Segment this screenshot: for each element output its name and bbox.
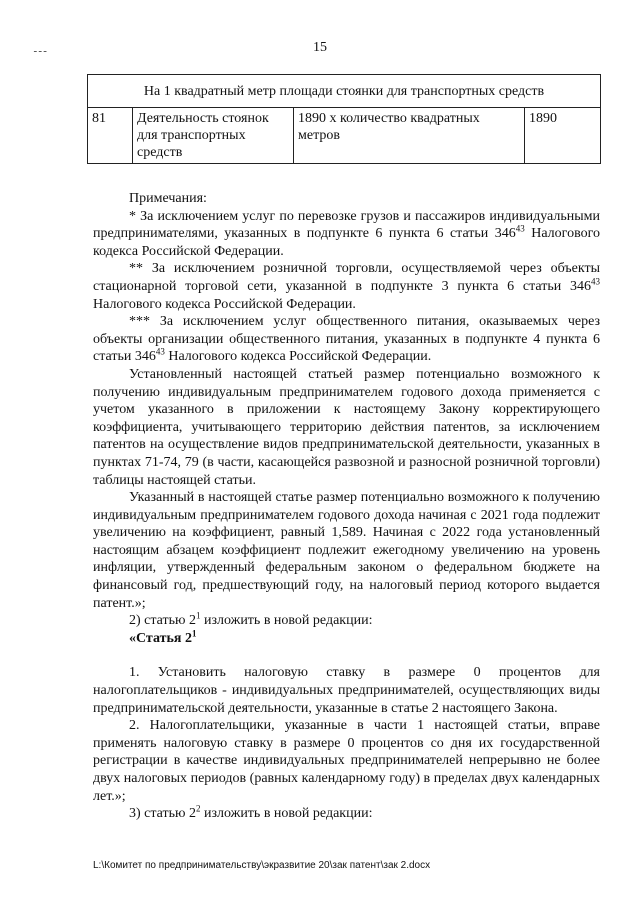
table-header-cell: На 1 квадратный метр площади стоянки для транспортных средств — [88, 75, 601, 108]
table-row — [88, 108, 601, 164]
amendment-3-tail: изложить в новой редакции: — [200, 806, 373, 822]
note-2-tail: Налогового кодекса Российской Федерации. — [93, 296, 356, 312]
amendment-3-text: 3) статью 2 — [129, 806, 196, 822]
spacer — [93, 647, 600, 664]
article-title-sup: 1 — [191, 628, 197, 639]
article-title — [93, 630, 600, 648]
article-title-text: «Статья 2 — [129, 630, 192, 646]
note-1-tail: Налогового кодекса Российской Федерации. — [93, 226, 600, 259]
amendment-2-sup: 1 — [195, 610, 201, 621]
amendment-3-sup: 2 — [195, 803, 201, 814]
activity-cell: Деятельность стоянок для транспортных средств — [133, 108, 294, 164]
document-body — [93, 190, 600, 823]
note-2 — [93, 260, 600, 313]
note-1 — [93, 208, 600, 261]
note-3-sup: 43 — [155, 346, 165, 357]
amendment-2-tail: изложить в новой редакции: — [200, 613, 373, 629]
row-number-cell: 81 — [88, 108, 133, 164]
notes-heading: Примечания: — [129, 191, 207, 206]
page-number: 15 — [313, 40, 327, 55]
article-part-1: 1. Установить налоговую ставку в размере 0 процентов для налогоплательщиков - индивидуальных предпринимателей, осуществляющих виды предпринимательской деятельности, указанные в статье 2 настоящего Закона. — [93, 665, 600, 716]
table-header-row — [88, 75, 601, 108]
note-3-tail: Налогового кодекса Российской Федерации. — [164, 349, 432, 365]
note-3 — [93, 313, 600, 366]
formula-cell: 1890 x количество квадратных метров — [294, 108, 525, 164]
scan-marks: ـ ـ ـ — [34, 44, 47, 54]
note-1-sup: 43 — [515, 223, 525, 234]
tax-table — [87, 74, 601, 164]
article-part-2: 2. Налогоплательщики, указанные в части 1 настоящей статьи, вправе применять налоговую ставку в размере 0 процентов со дня их государственной регистрации в качестве индивидуальных предпринимателей непрерывно не более двух налоговых периодов (равных календарному году) в пределах двух календарных лет.»; — [93, 718, 600, 804]
paragraph-inflation: Указанный в настоящей статье размер потенциально возможного к получению индивидуальным предпринимателем годового дохода начиная с 2021 года подлежит увеличению на коэффициент, равный 1,589. Начиная с 2022 года установленный настоящим абзацем коэффициент подлежит ежегодному увеличению на уровень инфляции, утвержденный федеральным законом о федеральном бюджете на финансовый год, предшествующий году, на налоговый период которого выдается патент.»; — [93, 490, 600, 611]
value-cell: 1890 — [525, 108, 601, 164]
amendment-2 — [93, 612, 600, 630]
note-2-sup: 43 — [591, 276, 600, 287]
note-3-text: *** За исключением услуг общественного питания, оказываемых через объекты организации общественного питания, указанных в подпункте 4 пункта 6 статьи 346 — [93, 314, 600, 365]
paragraph-coefficient: Установленный настоящей статьей размер потенциально возможного к получению индивидуальным предпринимателем годового дохода применяется с учетом указанного в приложении к настоящему Закону корректирующего коэффициента, учитывающего территорию действия патентов, за исключением патентов на осуществление видов предпринимательской деятельности, указанных в пунктах 71-74, 79 (в части, касающейся развозной и разносной розничной торговли) таблицы настоящей статьи. — [93, 366, 600, 488]
footer-file-path: L:\Комитет по предпринимательству\экразвитие 20\зак патент\зак 2.docx — [93, 860, 431, 871]
amendment-2-text: 2) статью 2 — [129, 613, 196, 629]
note-1-text: * За исключением услуг по перевозке грузов и пассажиров индивидуальными предпринимателями, указанных в подпункте 6 пункта 6 статьи 346 — [93, 208, 600, 242]
note-2-text: ** За исключением розничной торговли, осуществляемой через объекты стационарной торговой сети, указанной в подпункте 3 пункта 6 статьи 346 — [93, 261, 600, 294]
amendment-3 — [93, 805, 600, 823]
